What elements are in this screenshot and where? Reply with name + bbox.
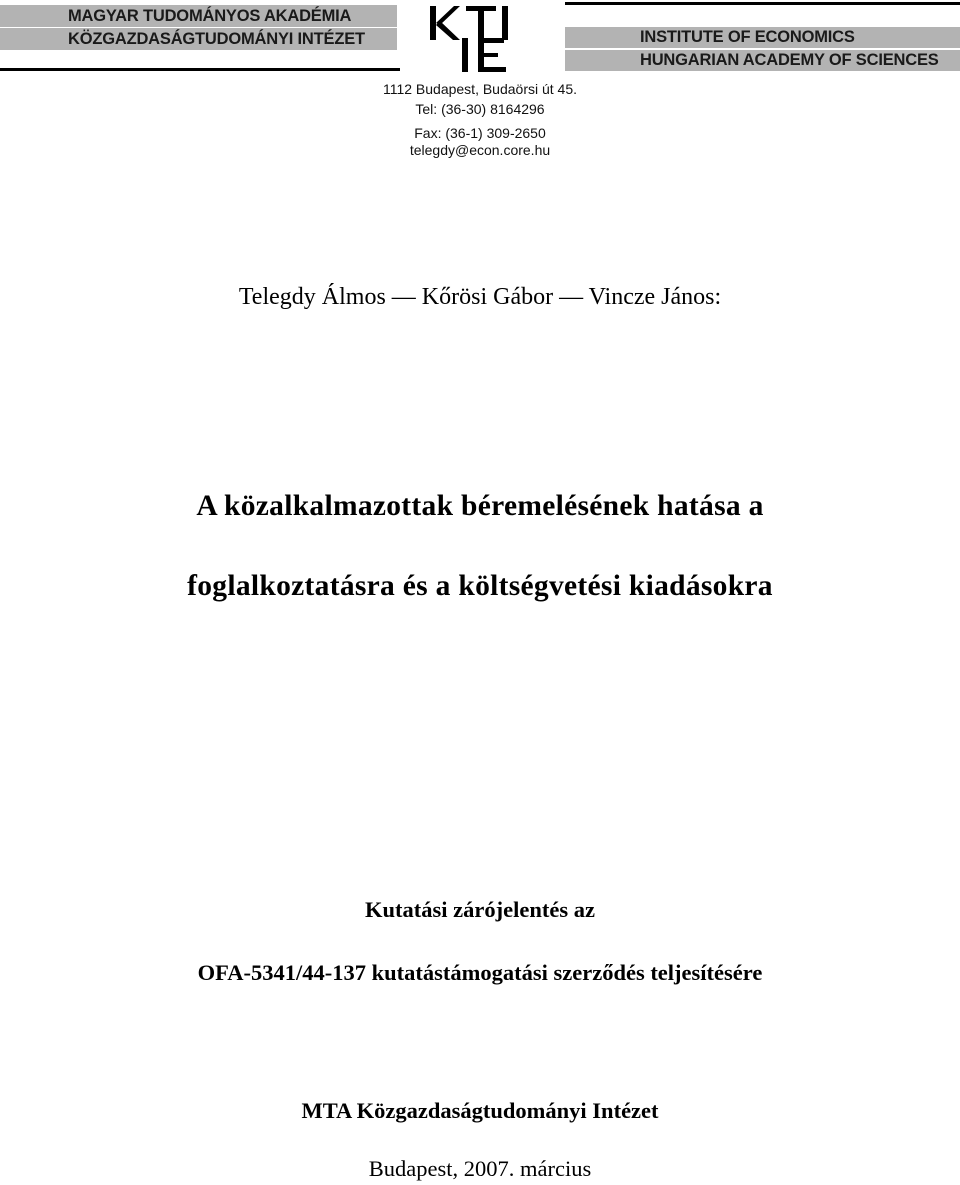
header-right-block bbox=[565, 0, 960, 72]
header-right-rule bbox=[565, 2, 960, 5]
contact-email: telegdy@econ.core.hu bbox=[409, 142, 551, 158]
place-and-date: Budapest, 2007. március bbox=[368, 1156, 592, 1181]
header-left-block bbox=[0, 0, 400, 72]
document-title-line2: foglalkoztatásra és a költségvetési kiadásokra bbox=[187, 570, 773, 602]
report-type-line1: Kutatási zárójelentés az bbox=[365, 897, 595, 922]
contact-address: 1112 Budapest, Budaörsi út 45. bbox=[382, 81, 578, 97]
contact-tel: Tel: (36-30) 8164296 bbox=[415, 101, 545, 117]
kti-ie-logo-icon bbox=[428, 2, 538, 74]
authors-line: Telegdy Álmos — Kőrösi Gábor — Vincze János: bbox=[238, 284, 722, 310]
academy-name-en: HUNGARIAN ACADEMY OF SCIENCES bbox=[565, 50, 960, 71]
kti-ie-logo bbox=[428, 2, 538, 74]
contact-fax: Fax: (36-1) 309-2650 bbox=[414, 125, 546, 141]
institute-name-en: INSTITUTE OF ECONOMICS bbox=[565, 27, 960, 48]
academy-name: MAGYAR TUDOMÁNYOS AKADÉMIA bbox=[0, 5, 397, 27]
header-left-rule bbox=[0, 68, 400, 71]
institute-name-hu: KÖZGAZDASÁGTUDOMÁNYI INTÉZET bbox=[0, 28, 397, 50]
report-type-line2: OFA-5341/44-137 kutatástámogatási szerződés teljesítésére bbox=[197, 960, 763, 985]
publisher-institute: MTA Közgazdaságtudományi Intézet bbox=[301, 1098, 659, 1123]
document-title-line1: A közalkalmazottak béremelésének hatása a bbox=[196, 490, 764, 522]
